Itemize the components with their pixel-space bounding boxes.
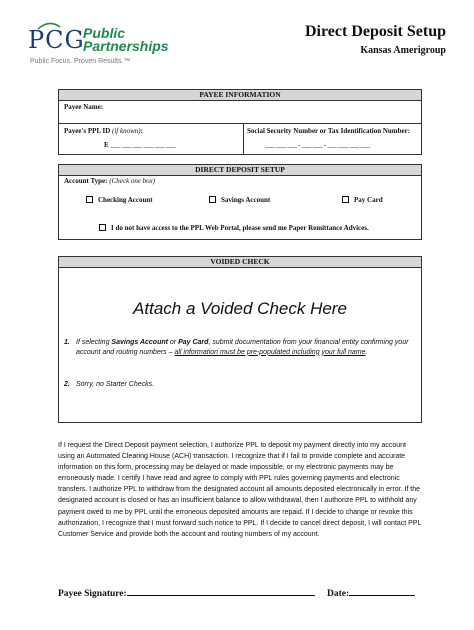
ssn-label: Social Security Number or Tax Identification Number: — [247, 127, 411, 135]
authorization-paragraph: If I request the Direct Deposit payment selection, I authorize PPL to deposit my payment directly into my account using an Automated Clearing House (ACH) transaction. I recognize that if I fail to provide complete and accurate information on this form, processing may be delayed or made impossible, or my electronic payments may be erroneously made. I certify I have read and agree to comply with PPL rules governing payments and electronic transfers. I authorize PPL to withdraw from the designated account all amounts deposited electronically in error. If the designated account is closed or has an insufficient balance to allow withdrawal, then I authorize PPL to withhold any payment owed to me by PPL until the erroneous deposited amounts are repaid. If I decide to change or revoke this authorization, I recognize that I must forward such notice to PPL. If I decide to cancel direct deposit, I will contact PPL Customer Service and provide both the account and routing numbers of my account. — [58, 442, 422, 538]
ppl-id-colon: : — [140, 127, 143, 135]
savings-account-checkbox[interactable] — [209, 196, 216, 203]
ppl-id-label — [64, 127, 143, 135]
item-1-part: or — [167, 339, 179, 346]
date-label: Date: — [327, 589, 350, 599]
prepopulated-notice: all information must be pre-populated including your full name — [174, 348, 366, 356]
ssn-field[interactable]: ___ ___ ___ - ___ ___ - ___ ___ ___ ___ — [265, 141, 370, 149]
item-2-text: Sorry, no Starter Checks. — [76, 381, 155, 388]
checking-account-label: Checking Account — [98, 196, 153, 204]
section-heading: PAYEE INFORMATION — [59, 90, 421, 101]
section-heading: DIRECT DEPOSIT SETUP — [59, 165, 421, 176]
ppl-id-blanks: ___ ___ ___ ___ ___ ___ — [110, 141, 176, 149]
divider — [243, 123, 244, 155]
pcg-logo: PCG — [28, 26, 85, 54]
savings-account-label: Savings Account — [221, 196, 271, 204]
account-type-label — [64, 177, 155, 185]
public-partnerships-logo — [83, 27, 169, 53]
payee-signature-field[interactable] — [58, 586, 315, 599]
logo-arc-icon — [37, 22, 61, 30]
payee-information-section — [58, 89, 422, 155]
account-type-hint: (Check one box) — [109, 177, 156, 185]
payee-name-label: Payee Name: — [64, 103, 104, 111]
signature-line[interactable] — [127, 586, 315, 596]
document-subtitle: Kansas Amerigroup — [360, 45, 446, 56]
logo-partnerships-text: Partnerships — [83, 38, 169, 54]
ppl-id-field[interactable] — [104, 141, 175, 149]
document-title: Direct Deposit Setup — [304, 23, 446, 40]
voided-check-section — [58, 256, 422, 423]
ppl-id-prefix: E — [104, 141, 109, 149]
instruction-item-1 — [64, 338, 411, 357]
no-portal-access-checkbox[interactable] — [99, 224, 106, 231]
logo-tagline: Public Focus. Proven Results.™ — [30, 58, 131, 65]
section-heading: VOIDED CHECK — [59, 257, 421, 268]
item-1-part: . — [365, 348, 368, 356]
pay-card-emphasis: Pay Card — [178, 339, 209, 346]
divider — [59, 123, 421, 124]
date-line[interactable] — [349, 586, 415, 596]
savings-account-emphasis: Savings Account — [111, 339, 168, 346]
date-field[interactable] — [327, 586, 415, 599]
logo-public-text: Public — [83, 25, 126, 41]
attach-voided-check-title: Attach a Voided Check Here — [133, 299, 347, 318]
item-1-part: If selecting — [76, 339, 112, 346]
item-1-part: , submit documentation from your financial entity confirming your account and routing numbers – — [76, 339, 409, 356]
pay-card-label: Pay Card — [354, 196, 383, 204]
no-portal-access-label: I do not have access to the PPL Web Portal, please send me Paper Remittance Advices. — [111, 224, 369, 232]
pay-card-checkbox[interactable] — [342, 196, 349, 203]
payee-signature-label: Payee Signature: — [58, 589, 127, 599]
instruction-item-2 — [64, 380, 411, 390]
ppl-id-text: Payee's PPL ID — [64, 127, 111, 135]
direct-deposit-section — [58, 164, 422, 240]
account-type-text: Account Type: — [64, 177, 108, 185]
item-1-number: 1. — [64, 339, 70, 346]
ppl-id-hint: (if known) — [112, 127, 141, 135]
checking-account-checkbox[interactable] — [86, 196, 93, 203]
item-1-text — [76, 338, 411, 357]
item-2-number: 2. — [64, 381, 70, 388]
